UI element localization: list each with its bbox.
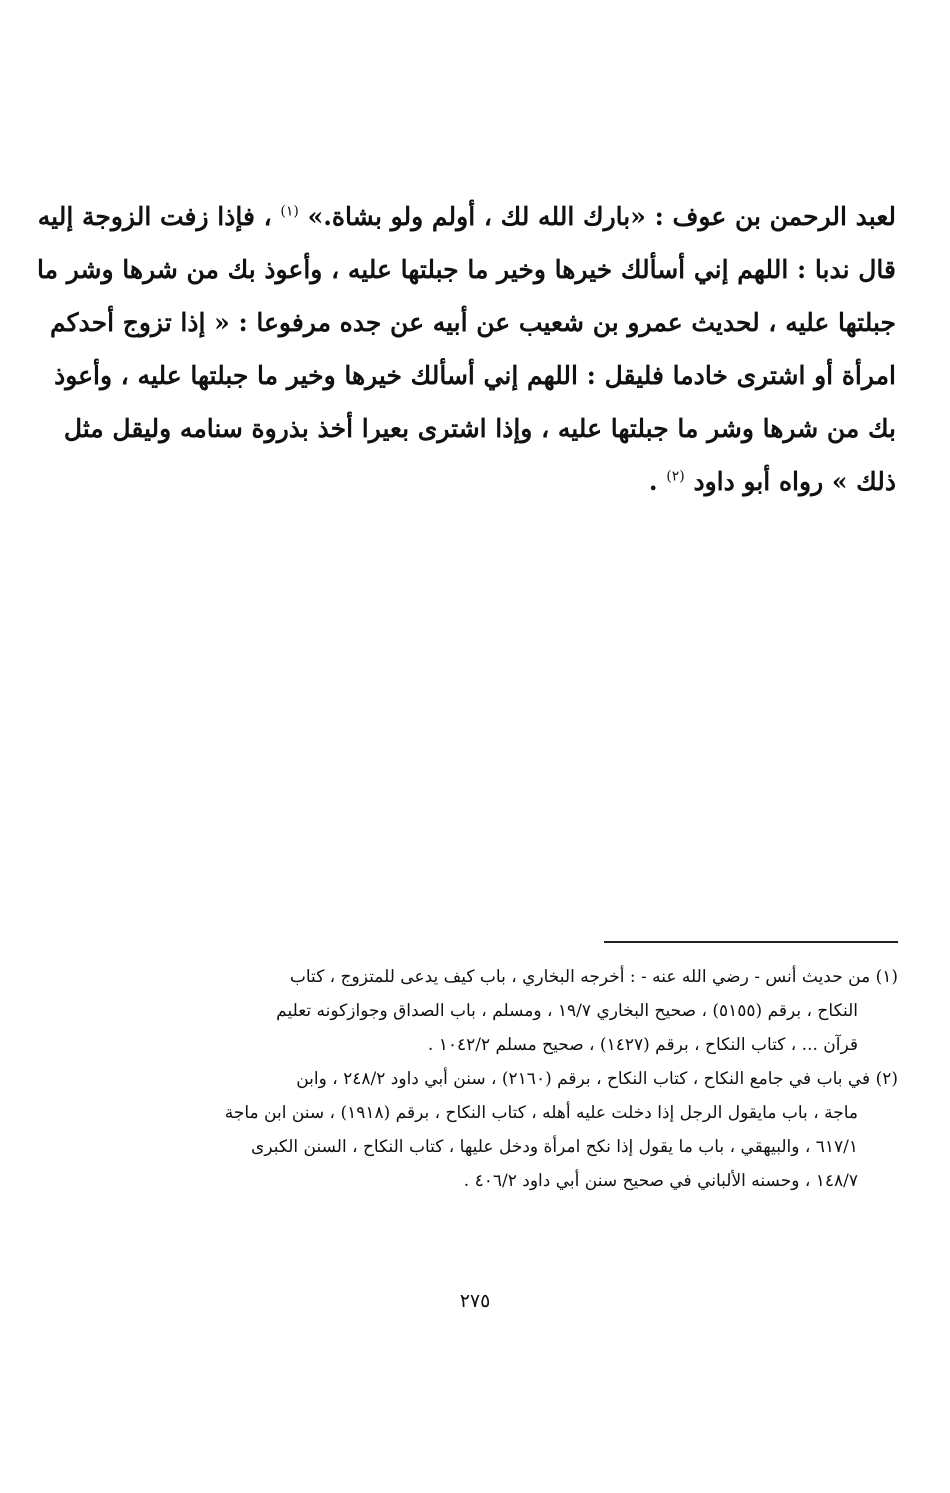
footnote-2-line-2: ماجة ، باب مايقول الرجل إذا دخلت عليه أهله ، كتاب النكاح ، برقم (١٩١٨) ، سنن ابن ماجة bbox=[224, 1103, 858, 1123]
body-line-1 bbox=[37, 190, 896, 243]
body-line-6-tail: . bbox=[648, 467, 658, 496]
footnote-ref-2: (٢) bbox=[666, 468, 685, 485]
footnote-1-line-3: قرآن ... ، كتاب النكاح ، برقم (١٤٢٧) ، صحيح مسلم ١٠٤٢/٢ . bbox=[427, 1035, 858, 1055]
footnotes-section bbox=[150, 960, 898, 1198]
body-line-2: قال ندبا : اللهم إني أسألك خيرها وخير ما جبلتها عليه ، وأعوذ بك من شرها وشر ما bbox=[37, 255, 896, 284]
body-line-5: بك من شرها وشر ما جبلتها عليه ، وإذا اشترى بعيرا أخذ بذروة سنامه وليقل مثل bbox=[63, 414, 896, 443]
body-line-3: جبلتها عليه ، لحديث عمرو بن شعيب عن أبيه عن جده مرفوعا : « إذا تزوج أحدكم bbox=[49, 308, 896, 337]
footnote-2-line-4: ١٤٨/٧ ، وحسنه الألباني في صحيح سنن أبي داود ٤٠٦/٢ . bbox=[463, 1171, 858, 1191]
footnote-2-line-1: (٢) في باب في جامع النكاح ، كتاب النكاح ، برقم (٢١٦٠) ، سنن أبي داود ٢٤٨/٢ ، وابن bbox=[296, 1069, 898, 1089]
footnote-1-line-1: (١) من حديث أنس - رضي الله عنه - : أخرجه البخاري ، باب كيف يدعى للمتزوج ، كتاب bbox=[289, 967, 898, 987]
body-line-4: امرأة أو اشترى خادما فليقل : اللهم إني أسألك خيرها وخير ما جبلتها عليه ، وأعوذ bbox=[54, 361, 896, 390]
body-line-1-tail: ، فإذا زفت الزوجة إليه bbox=[37, 202, 272, 231]
footnote-ref-1: (١) bbox=[280, 203, 299, 220]
main-paragraph bbox=[37, 190, 896, 508]
page-number: ٢٧٥ bbox=[459, 1290, 491, 1312]
body-line-1-text: لعبد الرحمن بن عوف : «بارك الله لك ، أولم ولو بشاة.» bbox=[307, 202, 896, 231]
body-line-6-text: ذلك » رواه أبو داود bbox=[693, 467, 896, 496]
footnote-2-line-3: ٦١٧/١ ، والبيهقي ، باب ما يقول إذا نكح امرأة ودخل عليها ، كتاب النكاح ، السنن الكبرى bbox=[251, 1137, 858, 1157]
footnote-divider bbox=[604, 941, 898, 943]
footnote-1-line-2: النكاح ، برقم (٥١٥٥) ، صحيح البخاري ١٩/٧ ، ومسلم ، باب الصداق وجوازكونه تعليم bbox=[276, 1001, 858, 1021]
body-line-6 bbox=[150, 455, 896, 508]
